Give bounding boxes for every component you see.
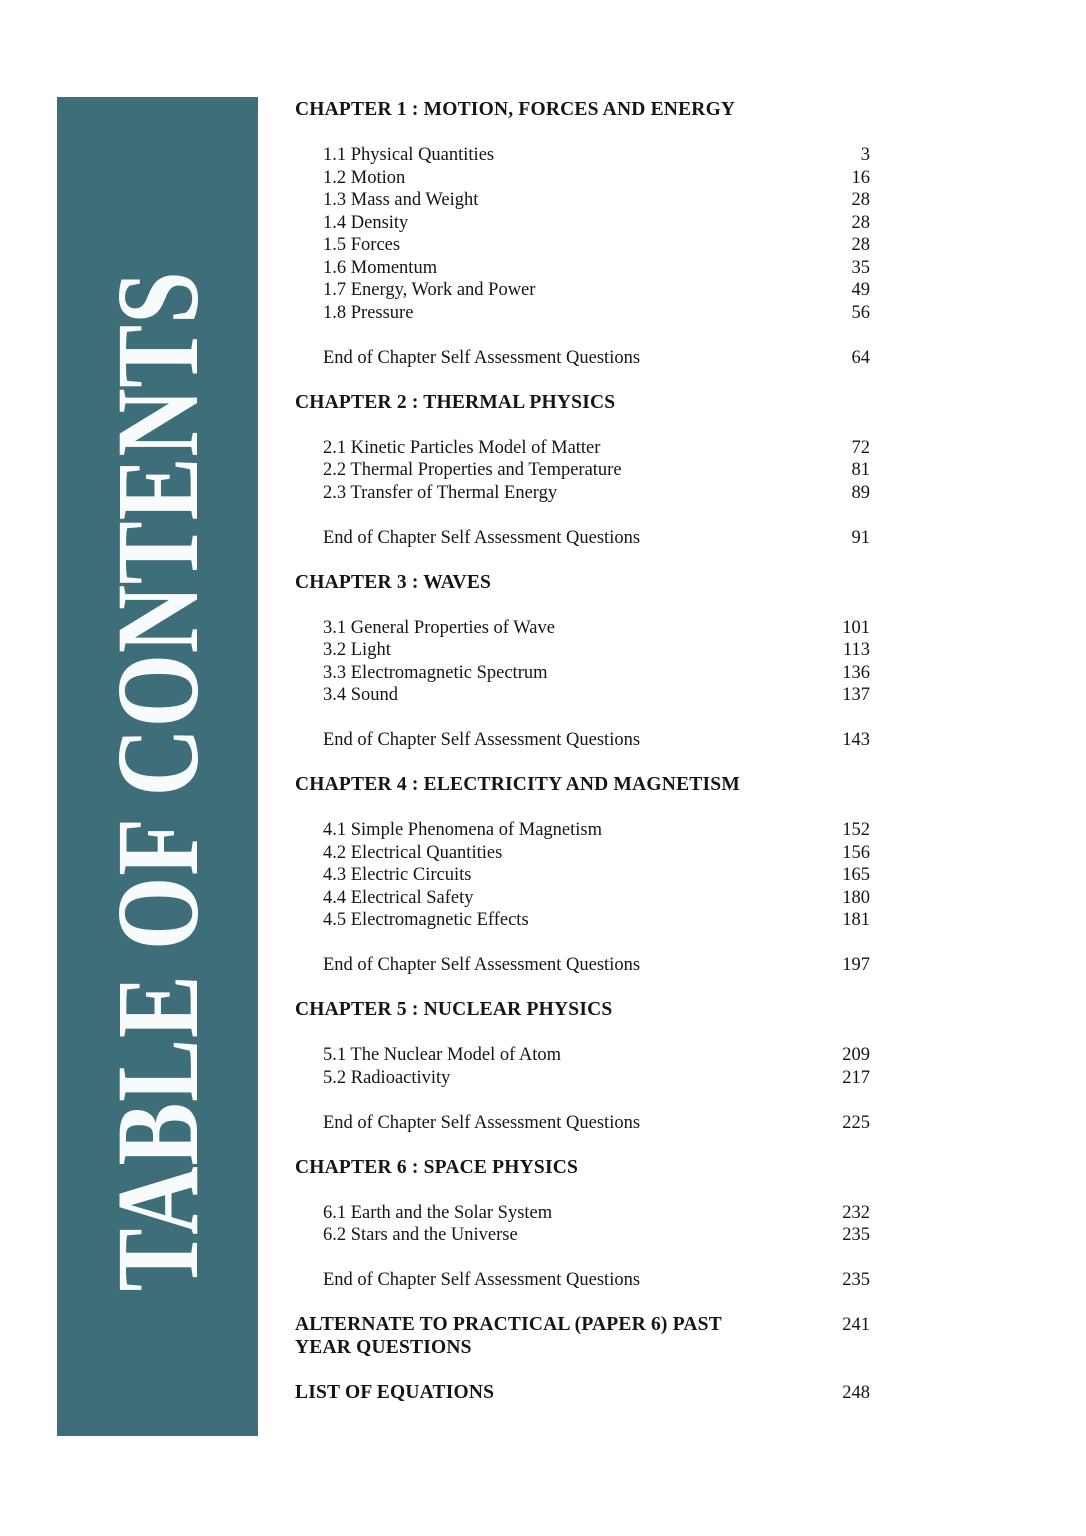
chapter-title: CHAPTER 5 : NUCLEAR PHYSICS <box>295 999 613 1020</box>
toc-chapter-list <box>295 99 870 1292</box>
toc-entry-label: 6.1 Earth and the Solar System <box>323 1202 553 1223</box>
toc-entry <box>295 684 870 707</box>
toc-entry-label: 4.5 Electromagnetic Effects <box>323 910 529 930</box>
toc-entry-label: 6.2 Stars and the Universe <box>323 1225 518 1245</box>
eoc-entry <box>295 1112 870 1135</box>
eoc-entry-label: End of Chapter Self Assessment Questions <box>323 730 641 750</box>
eoc-entry-page: 64 <box>851 347 870 368</box>
toc-entry-label: 3.2 Light <box>323 640 391 660</box>
toc-entry-label: 2.3 Transfer of Thermal Energy <box>323 482 558 503</box>
toc-entry-label: 3.4 Sound <box>323 685 399 705</box>
chapter-block <box>295 99 870 369</box>
toc-entry <box>295 189 870 212</box>
eoc-entry-label: End of Chapter Self Assessment Questions <box>323 1270 641 1290</box>
toc-entry-page: 113 <box>842 640 870 660</box>
eoc-entry <box>295 954 870 977</box>
toc-entry-label: 5.2 Radioactivity <box>323 1067 451 1088</box>
toc-entry-label: 4.1 Simple Phenomena of Magnetism <box>323 820 603 840</box>
toc-entry-label: 1.5 Forces <box>323 235 401 255</box>
toc-entry-page: 16 <box>851 167 870 188</box>
toc-entry <box>295 819 870 842</box>
eoc-entry-label: End of Chapter Self Assessment Questions <box>323 955 641 975</box>
toc-entry <box>295 842 870 865</box>
toc-entry-label: 5.1 The Nuclear Model of Atom <box>323 1045 562 1065</box>
chapter-block <box>295 392 870 550</box>
toc-entry-page: 181 <box>842 910 870 930</box>
toc-entry <box>295 437 870 460</box>
toc-entry-label: 1.6 Momentum <box>323 257 438 278</box>
extra-entry <box>295 1382 870 1405</box>
eoc-entry-page: 143 <box>842 730 870 750</box>
toc-entry <box>295 662 870 685</box>
eoc-entry-page: 235 <box>842 1270 870 1290</box>
toc-entry <box>295 887 870 910</box>
toc-extras-list <box>295 1314 870 1404</box>
eoc-entry-page: 225 <box>842 1112 870 1133</box>
toc-content <box>295 99 870 1427</box>
toc-entry-label: 1.1 Physical Quantities <box>323 145 495 165</box>
toc-entry-page: 137 <box>842 685 870 705</box>
toc-entry-page: 35 <box>851 257 870 278</box>
toc-entry-page: 209 <box>842 1045 870 1065</box>
chapter-sections <box>295 437 870 505</box>
toc-entry <box>295 617 870 640</box>
chapter-block <box>295 774 870 977</box>
toc-entry <box>295 459 870 482</box>
extra-entry-label: LIST OF EQUATIONS <box>295 1381 495 1403</box>
chapter-title: CHAPTER 6 : SPACE PHYSICS <box>295 1156 579 1178</box>
chapter-title: CHAPTER 3 : WAVES <box>295 571 492 593</box>
toc-entry-page: 56 <box>851 302 870 323</box>
toc-entry <box>295 1224 870 1247</box>
toc-entry-page: 235 <box>842 1225 870 1245</box>
chapter-sections <box>295 144 870 324</box>
chapter-title: CHAPTER 2 : THERMAL PHYSICS <box>295 391 616 413</box>
toc-entry <box>295 1202 870 1225</box>
toc-entry-label: 3.3 Electromagnetic Spectrum <box>323 662 548 683</box>
eoc-entry <box>295 527 870 550</box>
toc-entry <box>295 1067 870 1090</box>
toc-entry <box>295 1044 870 1067</box>
toc-entry-page: 152 <box>842 820 870 840</box>
toc-entry <box>295 302 870 325</box>
toc-entry-label: 1.2 Motion <box>323 167 406 188</box>
toc-entry-page: 81 <box>851 460 870 480</box>
toc-entry-page: 156 <box>842 842 870 863</box>
eoc-entry <box>295 729 870 752</box>
toc-entry <box>295 212 870 235</box>
eoc-entry-label: End of Chapter Self Assessment Questions <box>323 347 641 368</box>
toc-entry-page: 49 <box>851 280 870 300</box>
toc-entry <box>295 279 870 302</box>
chapter-sections <box>295 819 870 932</box>
toc-entry-label: 4.4 Electrical Safety <box>323 887 474 908</box>
toc-entry-page: 28 <box>851 190 870 210</box>
eoc-entry-page: 197 <box>842 955 870 975</box>
eoc-entry-label: End of Chapter Self Assessment Questions <box>323 527 641 548</box>
eoc-entry <box>295 347 870 370</box>
chapter-block <box>295 1157 870 1292</box>
chapter-block <box>295 572 870 752</box>
toc-entry-page: 72 <box>851 437 870 458</box>
toc-entry-page: 232 <box>842 1202 870 1223</box>
toc-entry <box>295 144 870 167</box>
chapter-sections <box>295 1202 870 1247</box>
toc-banner-title: TABLE OF CONTENTS <box>91 270 223 1291</box>
eoc-entry-page: 91 <box>851 527 870 548</box>
chapter-sections <box>295 617 870 707</box>
eoc-entry <box>295 1269 870 1292</box>
toc-entry-label: 4.2 Electrical Quantities <box>323 842 503 863</box>
toc-entry-label: 1.4 Density <box>323 212 409 233</box>
toc-entry <box>295 234 870 257</box>
toc-entry-page: 28 <box>851 212 870 233</box>
chapter-title: CHAPTER 1 : MOTION, FORCES AND ENERGY <box>295 99 736 120</box>
toc-entry-page: 3 <box>860 145 870 165</box>
toc-entry-page: 101 <box>842 617 870 638</box>
toc-entry-page: 89 <box>851 482 870 503</box>
toc-entry <box>295 639 870 662</box>
toc-entry-label: 2.2 Thermal Properties and Temperature <box>323 460 622 480</box>
chapter-title: CHAPTER 4 : ELECTRICITY AND MAGNETISM <box>295 774 740 795</box>
toc-entry <box>295 482 870 505</box>
extra-entry-page: 241 <box>842 1315 870 1335</box>
toc-entry <box>295 909 870 932</box>
toc-entry <box>295 864 870 887</box>
eoc-entry-label: End of Chapter Self Assessment Questions <box>323 1112 641 1133</box>
toc-entry-label: 4.3 Electric Circuits <box>323 865 472 885</box>
extra-entry-page: 248 <box>842 1382 870 1403</box>
toc-entry-page: 180 <box>842 887 870 908</box>
toc-entry-page: 136 <box>842 662 870 683</box>
toc-entry-label: 1.7 Energy, Work and Power <box>323 280 536 300</box>
extra-entry <box>295 1314 870 1359</box>
toc-entry-label: 3.1 General Properties of Wave <box>323 617 555 638</box>
toc-entry <box>295 257 870 280</box>
extra-entry-label: ALTERNATE TO PRACTICAL (PAPER 6) PAST YEAR QUESTIONS <box>295 1314 722 1358</box>
toc-entry-page: 28 <box>851 235 870 255</box>
toc-entry-page: 217 <box>842 1067 870 1088</box>
toc-banner <box>57 97 258 1436</box>
toc-entry-label: 1.8 Pressure <box>323 302 414 323</box>
toc-entry <box>295 167 870 190</box>
chapter-sections <box>295 1044 870 1089</box>
toc-entry-label: 2.1 Kinetic Particles Model of Matter <box>323 437 601 458</box>
toc-entry-page: 165 <box>842 865 870 885</box>
toc-entry-label: 1.3 Mass and Weight <box>323 190 479 210</box>
chapter-block <box>295 999 870 1134</box>
